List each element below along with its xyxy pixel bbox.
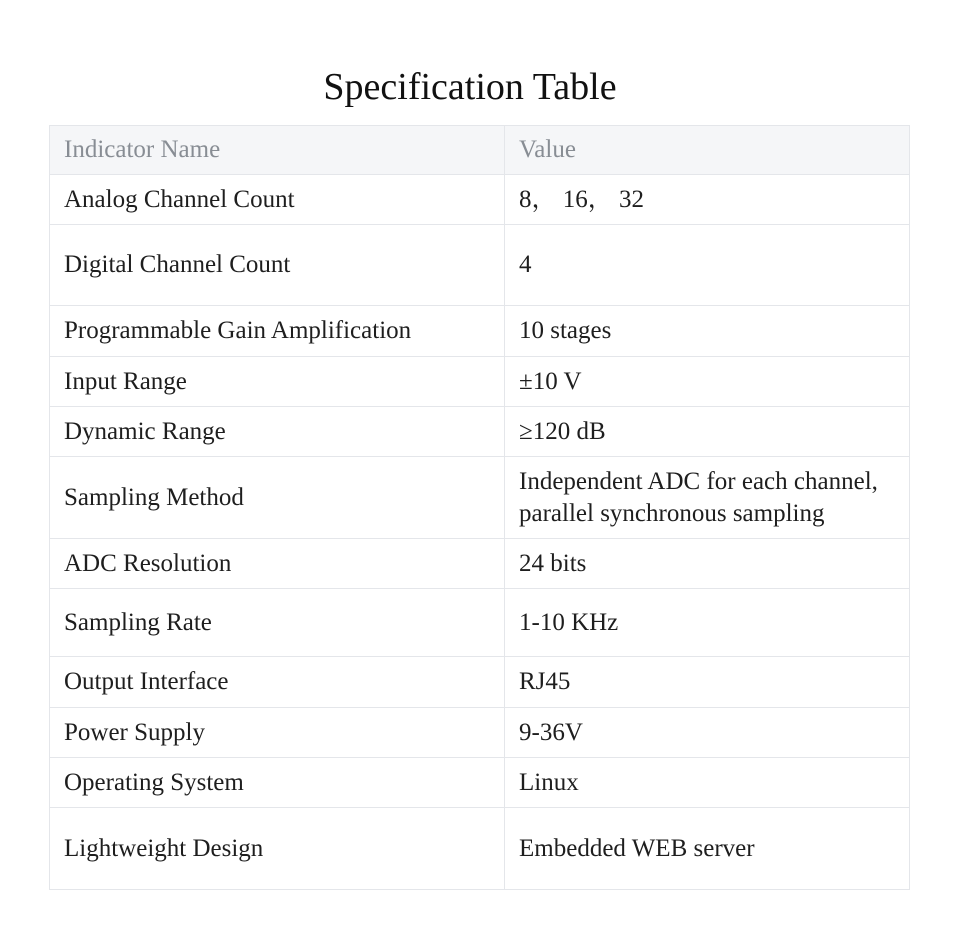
row-name: Programmable Gain Amplification: [50, 306, 505, 357]
row-value: 24 bits: [505, 539, 910, 589]
table-row: [50, 758, 910, 808]
row-name: Sampling Method: [50, 457, 505, 539]
table-header-row: [50, 126, 910, 175]
row-name: Output Interface: [50, 657, 505, 708]
row-name: Lightweight Design: [50, 808, 505, 890]
row-name: Analog Channel Count: [50, 175, 505, 225]
row-value: Embedded WEB server: [505, 808, 910, 890]
row-name: Dynamic Range: [50, 407, 505, 457]
row-value: Linux: [505, 758, 910, 808]
page-title: Specification Table: [323, 66, 617, 108]
row-value: Independent ADC for each channel, parallel synchronous sampling: [505, 457, 910, 539]
row-value: 8， 16， 32: [505, 175, 910, 225]
row-value: ≥120 dB: [505, 407, 910, 457]
row-value: RJ45: [505, 657, 910, 708]
table-row: [50, 657, 910, 708]
row-name: Power Supply: [50, 708, 505, 758]
row-name: ADC Resolution: [50, 539, 505, 589]
table-row: [50, 457, 910, 539]
row-value: 10 stages: [505, 306, 910, 357]
row-value: 4: [505, 225, 910, 306]
row-name: Input Range: [50, 357, 505, 407]
row-name: Operating System: [50, 758, 505, 808]
table-row: [50, 306, 910, 357]
header-indicator-name: Indicator Name: [50, 126, 505, 175]
row-value: 1-10 KHz: [505, 589, 910, 657]
table-row: [50, 539, 910, 589]
table-row: [50, 407, 910, 457]
table-row: [50, 808, 910, 890]
header-value: Value: [505, 126, 910, 175]
specification-table: [49, 125, 910, 890]
table-row: [50, 708, 910, 758]
row-name: Sampling Rate: [50, 589, 505, 657]
table-row: [50, 225, 910, 306]
row-value: 9-36V: [505, 708, 910, 758]
table-row: [50, 357, 910, 407]
table-row: [50, 175, 910, 225]
table-row: [50, 589, 910, 657]
row-value: ±10 V: [505, 357, 910, 407]
row-name: Digital Channel Count: [50, 225, 505, 306]
